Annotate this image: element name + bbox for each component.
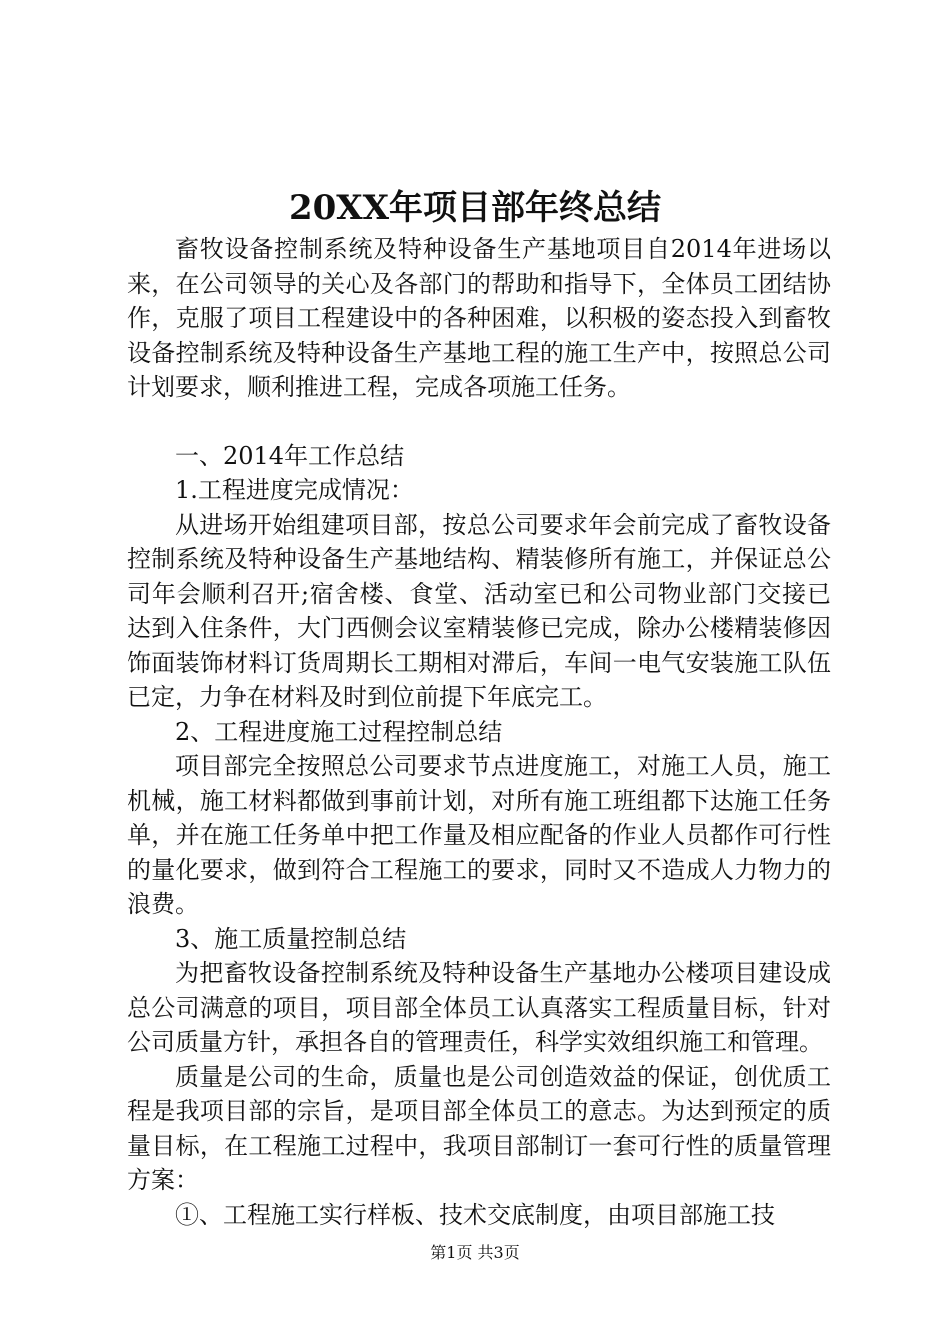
document-body	[127, 232, 831, 1232]
quality-importance-paragraph: 质量是公司的生命，质量也是公司创造效益的保证，创优质工程是我项目部的宗旨，是项目部全体员工的意志。为达到预定的质量目标，在工程施工过程中，我项目部制订一套可行性的质量管理方案：	[127, 1062, 831, 1194]
subheading-progress: 1.工程进度完成情况：	[175, 476, 414, 504]
subheading-quality-control: 3、施工质量控制总结	[175, 924, 407, 953]
intro-paragraph: 畜牧设备控制系统及特种设备生产基地项目自2014年进场以来，在公司领导的关心及各部门的帮助和指导下，全体员工团结协作，克服了项目工程建设中的各种困难，以积极的姿态投入到畜牧设备控制系统及特种设备生产基地工程的施工生产中，按照总公司计划要求，顺利推进工程，完成各项施工任务。	[127, 235, 831, 401]
progress-paragraph: 从进场开始组建项目部，按总公司要求年会前完成了畜牧设备控制系统及特种设备生产基地结构、精装修所有施工，并保证总公司年会顺利召开;宿舍楼、食堂、活动室已和公司物业部门交接已达到入住条件，大门西侧会议室精装修已完成，除办公楼精装修因饰面装饰材料订货周期长工期相对滞后，车间一电气安装施工队伍已定，力争在材料及时到位前提下年底完工。	[127, 510, 831, 711]
document-title: 20XX年项目部年终总结	[288, 188, 662, 228]
page-footer: 第1页 共3页	[430, 1243, 520, 1262]
process-control-paragraph: 项目部完全按照总公司要求节点进度施工，对施工人员，施工机械，施工材料都做到事前计划，对所有施工班组都下达施工任务单，并在施工任务单中把工作量及相应配备的作业人员都作可行性的量化要求，做到符合工程施工的要求，同时又不造成人力物力的浪费。	[127, 752, 831, 918]
quality-control-paragraph: 为把畜牧设备控制系统及特种设备生产基地办公楼项目建设成总公司满意的项目，项目部全体员工认真落实工程质量目标，针对公司质量方针，承担各自的管理责任，科学实效组织施工和管理。	[127, 959, 831, 1056]
quality-measure-item-1: ①、工程施工实行样板、技术交底制度，由项目部施工技	[175, 1200, 775, 1229]
subheading-process-control: 2、工程进度施工过程控制总结	[175, 717, 503, 746]
section-heading-2014-summary: 一、2014年工作总结	[175, 441, 405, 470]
